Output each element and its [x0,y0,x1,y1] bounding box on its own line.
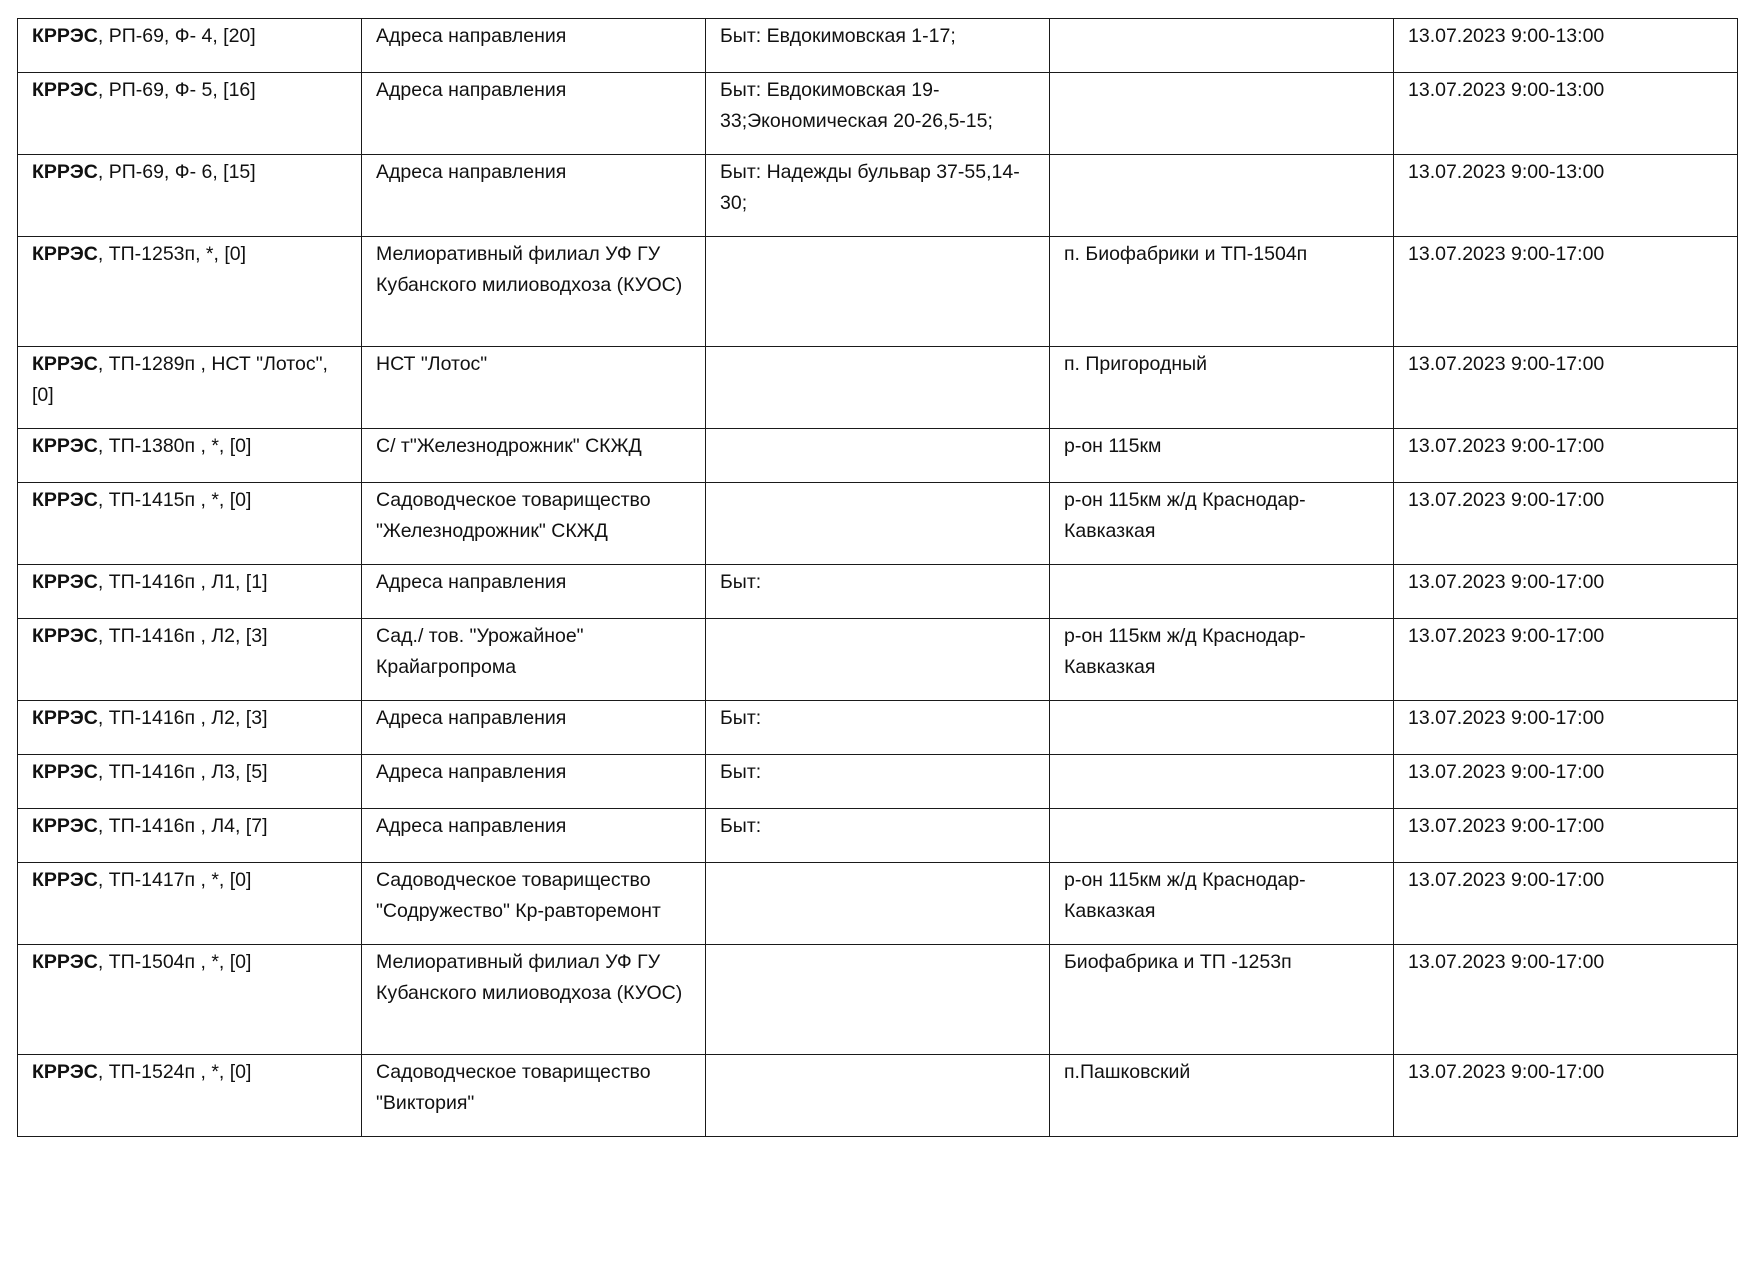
cell-period: 13.07.2023 9:00-13:00 [1394,19,1738,73]
object-label: , ТП-1415п , *, [0] [97,489,252,511]
org-name: КРРЭС [32,161,98,183]
cell-object [18,809,362,863]
cell-addresses: Быт: Евдокимовская 19-33;Экономическая 20-26,5-15; [706,73,1050,155]
cell-object [18,1055,362,1137]
cell-consumer: Адреса направления [362,809,706,863]
cell-consumer: Садоводческое товарищество "Виктория" [362,1055,706,1137]
object-label: , ТП-1416п , Л4, [7] [97,815,268,837]
org-name: КРРЭС [32,353,98,375]
org-name: КРРЭС [32,435,98,457]
cell-addresses [706,945,1050,1055]
cell-object [18,237,362,347]
org-name: КРРЭС [32,1061,98,1083]
cell-period: 13.07.2023 9:00-17:00 [1394,755,1738,809]
cell-addresses: Быт: Евдокимовская 1-17; [706,19,1050,73]
cell-consumer: Мелиоративный филиал УФ ГУ Кубанского милиоводхоза (КУОС) [362,237,706,347]
org-name: КРРЭС [32,707,98,729]
cell-location [1050,155,1394,237]
cell-addresses [706,863,1050,945]
org-name: КРРЭС [32,951,98,973]
cell-object [18,755,362,809]
table-row [18,945,1738,1055]
table-row [18,483,1738,565]
table-row [18,755,1738,809]
object-label: , ТП-1289п , НСТ "Лотос", [0] [32,353,328,406]
cell-consumer: Адреса направления [362,565,706,619]
cell-location [1050,565,1394,619]
cell-addresses [706,429,1050,483]
cell-addresses: Быт: [706,565,1050,619]
object-label: , ТП-1380п , *, [0] [97,435,252,457]
cell-location: п.Пашковский [1050,1055,1394,1137]
object-label: , РП-69, Ф- 6, [15] [97,161,256,183]
object-label: , ТП-1253п, *, [0] [97,243,247,265]
object-label: , ТП-1416п , Л2, [3] [97,625,268,647]
cell-location: п. Биофабрики и ТП-1504п [1050,237,1394,347]
cell-period: 13.07.2023 9:00-17:00 [1394,347,1738,429]
object-label: , ТП-1416п , Л3, [5] [97,761,268,783]
cell-consumer: Сад./ тов. "Урожайное" Крайагропрома [362,619,706,701]
object-label: , ТП-1416п , Л2, [3] [97,707,268,729]
object-label: , ТП-1417п , *, [0] [97,869,252,891]
cell-period: 13.07.2023 9:00-17:00 [1394,809,1738,863]
table-row [18,155,1738,237]
cell-period: 13.07.2023 9:00-13:00 [1394,73,1738,155]
cell-consumer: Адреса направления [362,701,706,755]
cell-consumer: Адреса направления [362,19,706,73]
cell-addresses: Быт: Надежды бульвар 37-55,14-30; [706,155,1050,237]
table-row [18,237,1738,347]
org-name: КРРЭС [32,625,98,647]
org-name: КРРЭС [32,243,98,265]
org-name: КРРЭС [32,489,98,511]
cell-object [18,701,362,755]
cell-period: 13.07.2023 9:00-17:00 [1394,483,1738,565]
table-row [18,565,1738,619]
cell-addresses: Быт: [706,755,1050,809]
cell-object [18,19,362,73]
cell-consumer: Адреса направления [362,755,706,809]
cell-location [1050,19,1394,73]
cell-consumer: НСТ "Лотос" [362,347,706,429]
cell-object [18,347,362,429]
cell-addresses [706,483,1050,565]
cell-addresses: Быт: [706,701,1050,755]
cell-location [1050,701,1394,755]
cell-location [1050,809,1394,863]
cell-period: 13.07.2023 9:00-17:00 [1394,237,1738,347]
cell-addresses: Быт: [706,809,1050,863]
table-row [18,347,1738,429]
org-name: КРРЭС [32,815,98,837]
cell-location: п. Пригородный [1050,347,1394,429]
org-name: КРРЭС [32,79,98,101]
cell-consumer: Садоводческое товарищество "Железнодрожник" СКЖД [362,483,706,565]
table-row [18,863,1738,945]
cell-addresses [706,237,1050,347]
object-label: , РП-69, Ф- 4, [20] [97,25,256,47]
cell-location: р-он 115км [1050,429,1394,483]
cell-addresses [706,619,1050,701]
object-label: , ТП-1416п , Л1, [1] [97,571,268,593]
table-row [18,1055,1738,1137]
table-row [18,429,1738,483]
cell-period: 13.07.2023 9:00-17:00 [1394,701,1738,755]
cell-object [18,565,362,619]
cell-location: р-он 115км ж/д Краснодар-Кавказкая [1050,619,1394,701]
table-row [18,701,1738,755]
cell-object [18,619,362,701]
cell-consumer: Адреса направления [362,155,706,237]
cell-object [18,945,362,1055]
cell-consumer: Садоводческое товарищество "Содружество" Кр-равторемонт [362,863,706,945]
cell-object [18,73,362,155]
cell-period: 13.07.2023 9:00-17:00 [1394,619,1738,701]
table-row [18,619,1738,701]
object-label: , ТП-1504п , *, [0] [97,951,252,973]
cell-object [18,483,362,565]
cell-object [18,429,362,483]
org-name: КРРЭС [32,25,98,47]
cell-location [1050,73,1394,155]
cell-consumer: С/ т"Железнодрожник" СКЖД [362,429,706,483]
cell-period: 13.07.2023 9:00-17:00 [1394,945,1738,1055]
cell-addresses [706,347,1050,429]
cell-period: 13.07.2023 9:00-17:00 [1394,1055,1738,1137]
cell-location: р-он 115км ж/д Краснодар-Кавказкая [1050,483,1394,565]
object-label: , ТП-1524п , *, [0] [97,1061,252,1083]
cell-period: 13.07.2023 9:00-13:00 [1394,155,1738,237]
table-row [18,73,1738,155]
org-name: КРРЭС [32,761,98,783]
cell-location: р-он 115км ж/д Краснодар-Кавказкая [1050,863,1394,945]
table-row [18,19,1738,73]
org-name: КРРЭС [32,571,98,593]
cell-consumer: Адреса направления [362,73,706,155]
cell-object [18,863,362,945]
object-label: , РП-69, Ф- 5, [16] [97,79,256,101]
outage-schedule-table [17,18,1738,1137]
org-name: КРРЭС [32,869,98,891]
cell-addresses [706,1055,1050,1137]
cell-consumer: Мелиоративный филиал УФ ГУ Кубанского милиоводхоза (КУОС) [362,945,706,1055]
cell-location [1050,755,1394,809]
cell-period: 13.07.2023 9:00-17:00 [1394,863,1738,945]
outage-table-body [18,19,1738,1137]
table-row [18,809,1738,863]
cell-period: 13.07.2023 9:00-17:00 [1394,565,1738,619]
cell-period: 13.07.2023 9:00-17:00 [1394,429,1738,483]
cell-object [18,155,362,237]
cell-location: Биофабрика и ТП -1253п [1050,945,1394,1055]
